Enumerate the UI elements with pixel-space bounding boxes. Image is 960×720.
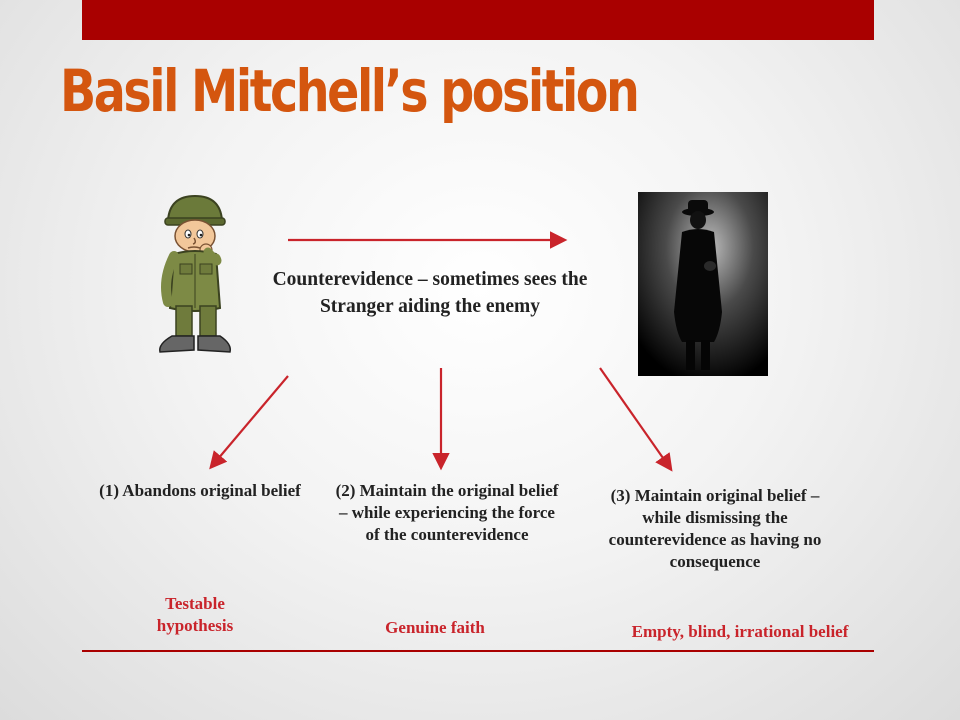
slide-title: Basil Mitchell’s position bbox=[60, 57, 638, 125]
verdict-3-text: Empty, blind, irrational belief bbox=[631, 622, 849, 641]
option-2-text: (2) Maintain the original belief – while experiencing the force of the counterevidence bbox=[335, 481, 559, 545]
arrow-to-option-3 bbox=[600, 368, 670, 468]
arrow-to-option-1 bbox=[212, 376, 288, 466]
bottom-divider bbox=[82, 650, 874, 652]
counterevidence-text: Counterevidence – sometimes sees the Stranger aiding the enemy bbox=[272, 269, 588, 318]
verdict-1-text: Testable hypothesis bbox=[156, 594, 234, 636]
verdict-2-text: Genuine faith bbox=[385, 618, 485, 637]
option-3-text: (3) Maintain original belief – while dismissing the counterevidence as having no consequence bbox=[608, 486, 822, 572]
option-1-text: (1) Abandons original belief bbox=[99, 481, 301, 500]
